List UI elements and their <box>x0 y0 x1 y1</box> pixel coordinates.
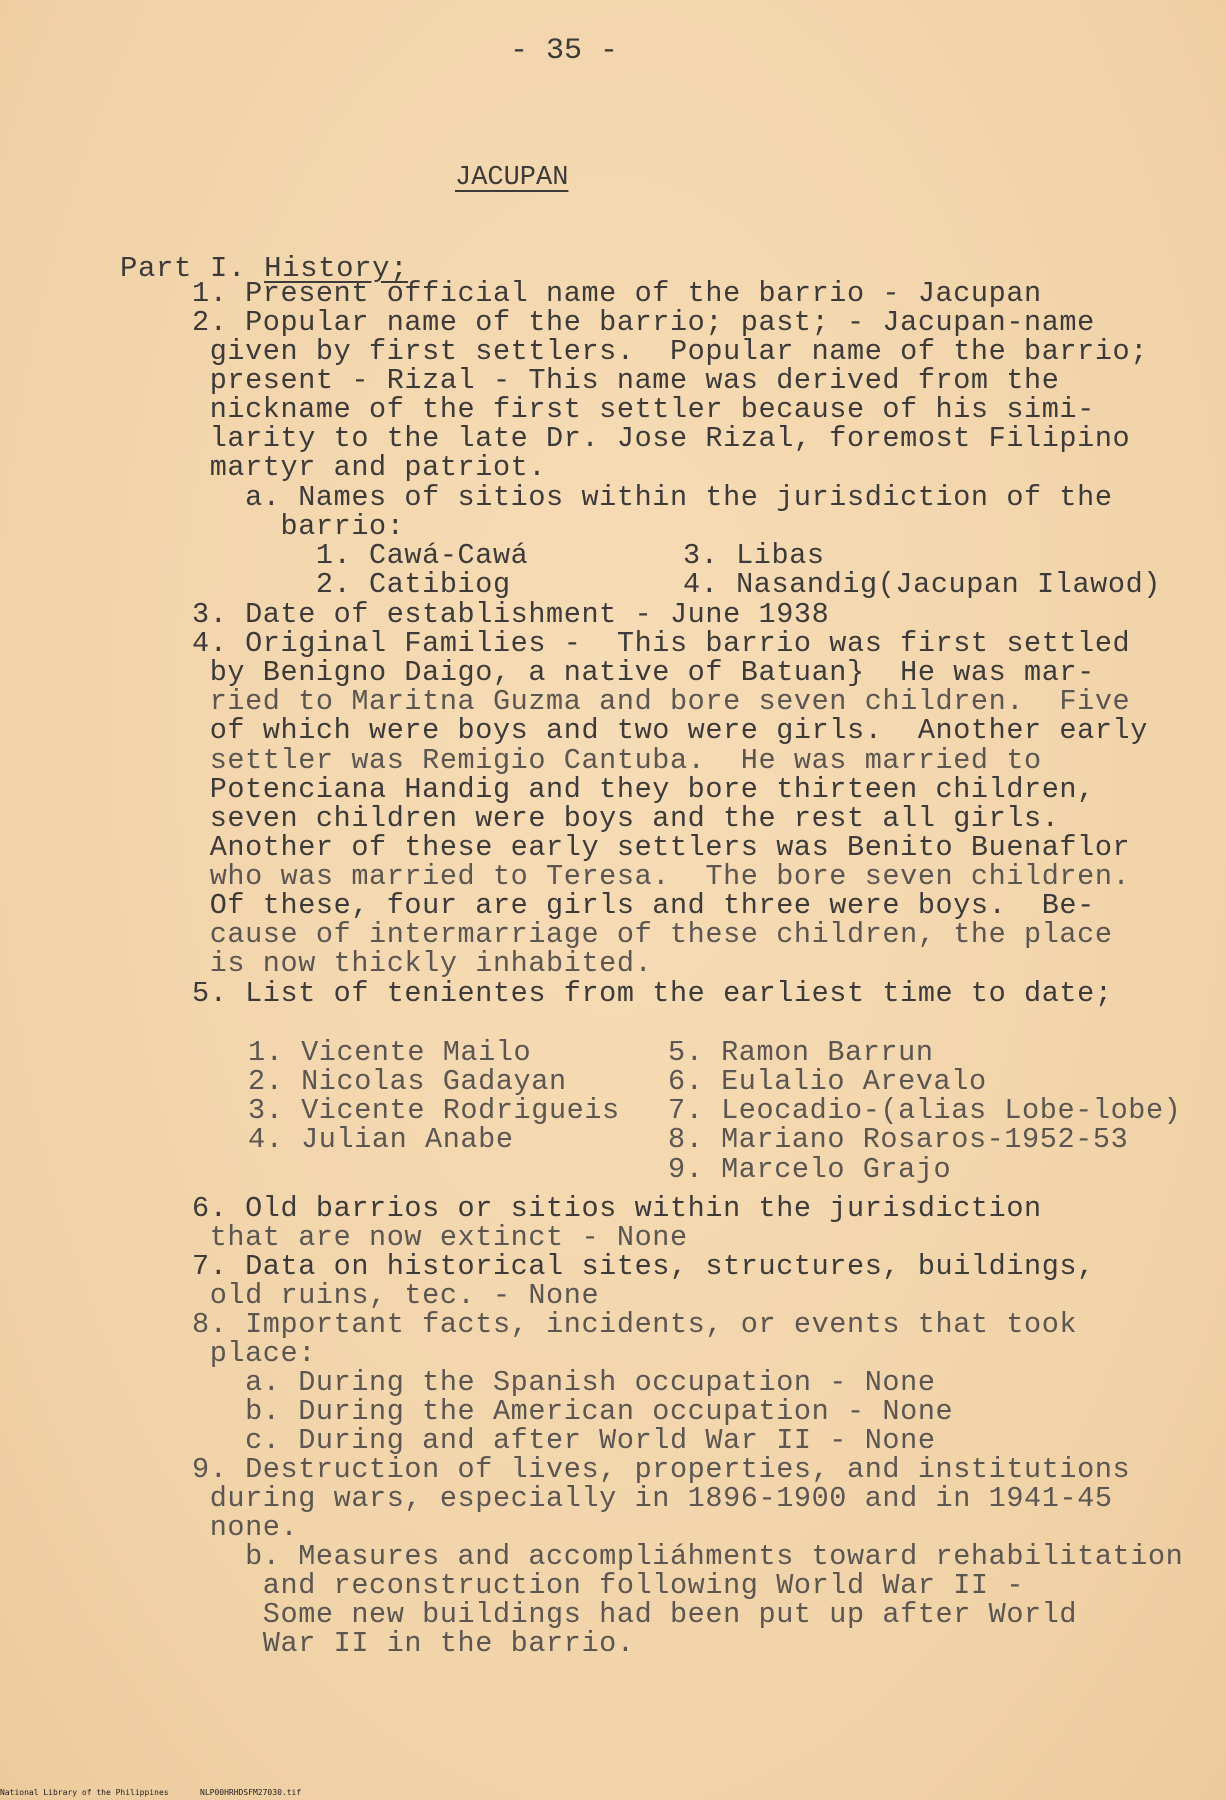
body-line: who was married to Teresa. The bore seven children. <box>192 860 1131 893</box>
teniente-item: 4. Julian Anabe <box>248 1123 514 1156</box>
body-line: 1. Cawá-Cawá <box>192 539 529 572</box>
teniente-item: 6. Eulalio Arevalo <box>668 1065 987 1098</box>
body-line: Of these, four are girls and three were boys. Be- <box>192 889 1095 922</box>
body-line: Some new buildings had been put up after World <box>192 1598 1078 1631</box>
body-line: 2. Popular name of the barrio; past; - Jacupan-name <box>192 306 1095 339</box>
body-line: 8. Important facts, incidents, or events that took <box>192 1308 1078 1341</box>
footer-library: National Library of the Philippines <box>0 1788 169 1797</box>
body-line: nickname of the first settler because of his simi- <box>192 393 1095 426</box>
body-line: martyr and patriot. <box>192 451 547 484</box>
body-line: 5. List of tenientes from the earliest time to date; <box>192 977 1113 1010</box>
teniente-item: 2. Nicolas Gadayan <box>248 1065 567 1098</box>
body-line: 2. Catibiog <box>192 568 511 601</box>
sitio-right: 4. Nasandig(Jacupan Ilawod) <box>683 568 1161 601</box>
body-line: that are now extinct - None <box>192 1221 688 1254</box>
body-line: is now thickly inhabited. <box>192 947 653 980</box>
teniente-item: 9. Marcelo Grajo <box>668 1153 952 1186</box>
body-line: present - Rizal - This name was derived from the <box>192 364 1060 397</box>
teniente-item: 7. Leocadio-(alias Lobe-lobe) <box>668 1094 1182 1127</box>
body-line: seven children were boys and the rest all girls. <box>192 802 1060 835</box>
body-line: a. Names of sitios within the jurisdiction of the <box>192 481 1113 514</box>
body-line: cause of intermarriage of these children, the place <box>192 918 1113 951</box>
body-line: ried to Maritna Guzma and bore seven children. Five <box>192 685 1131 718</box>
teniente-item: 5. Ramon Barrun <box>668 1036 934 1069</box>
sitio-right: 3. Libas <box>683 539 825 572</box>
part-section: History; <box>264 252 409 285</box>
body-line: 9. Destruction of lives, properties, and institutions <box>192 1453 1131 1486</box>
teniente-item: 8. Mariano Rosaros-1952-53 <box>668 1123 1129 1156</box>
body-line: by Benigno Daigo, a native of Batuan} He was mar- <box>192 656 1095 689</box>
page-number: - 35 - <box>510 34 619 68</box>
body-line: 1. Present official name of the barrio - Jacupan <box>192 277 1042 310</box>
footer-filename: NLP00HRHDSFM27030.tif <box>200 1788 302 1797</box>
body-line: War II in the barrio. <box>192 1627 635 1660</box>
body-line: c. During and after World War II - None <box>192 1424 936 1457</box>
body-line: larity to the late Dr. Jose Rizal, foremost Filipino <box>192 422 1131 455</box>
body-line: during wars, especially in 1896-1900 and in 1941-45 <box>192 1482 1113 1515</box>
body-line: 6. Old barrios or sitios within the jurisdiction <box>192 1192 1042 1225</box>
body-line: none. <box>192 1511 299 1544</box>
body-line: Another of these early settlers was Benito Buenaflor <box>192 831 1131 864</box>
body-line: old ruins, tec. - None <box>192 1279 600 1312</box>
teniente-item: 3. Vicente Rodrigueis <box>248 1094 620 1127</box>
body-line: 4. Original Families - This barrio was first settled <box>192 627 1131 660</box>
document-title: JACUPAN <box>455 163 569 193</box>
body-line: given by first settlers. Popular name of the barrio; <box>192 335 1148 368</box>
body-line: settler was Remigio Cantuba. He was married to <box>192 744 1042 777</box>
part-label: Part I. <box>120 252 247 285</box>
body-line: b. Measures and accompliáhments toward rehabilitation <box>192 1540 1184 1573</box>
body-line: and reconstruction following World War II - <box>192 1569 1025 1602</box>
body-line: barrio: <box>192 510 405 543</box>
body-line: a. During the Spanish occupation - None <box>192 1366 936 1399</box>
body-line: 3. Date of establishment - June 1938 <box>192 598 830 631</box>
body-line: b. During the American occupation - None <box>192 1395 954 1428</box>
body-line: place: <box>192 1337 316 1370</box>
body-line: Potenciana Handig and they bore thirteen children, <box>192 773 1095 806</box>
teniente-item: 1. Vicente Mailo <box>248 1036 532 1069</box>
body-line: of which were boys and two were girls. Another early <box>192 714 1148 747</box>
body-line: 7. Data on historical sites, structures, buildings, <box>192 1250 1095 1283</box>
